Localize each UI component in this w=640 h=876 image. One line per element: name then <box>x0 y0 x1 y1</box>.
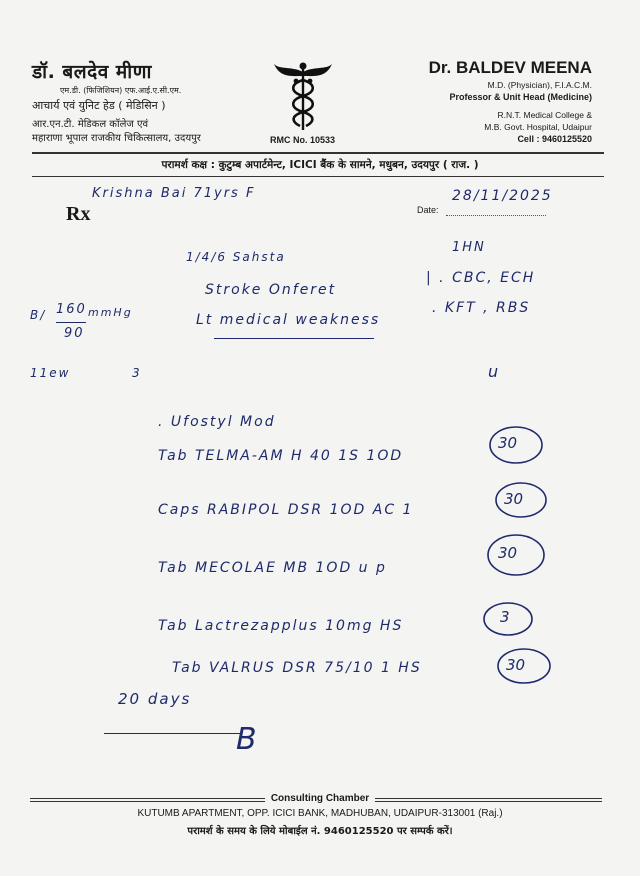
hospital-hindi: महाराणा भूपाल राजकीय चिकित्सालय, उदयपुर <box>32 133 201 144</box>
header-divider-2 <box>32 176 604 177</box>
medication-1: Tab TELMA-AM H 40 1S 1OD <box>158 448 404 464</box>
footer-title: Consulting Chamber <box>0 793 640 804</box>
history-line-1: 1/4/6 Sahsta <box>186 250 286 264</box>
qty-1: 30 <box>498 434 518 452</box>
history-line-3: Lt medical weakness <box>196 312 381 328</box>
footer-address: KUTUMB APARTMENT, OPP. ICICI BANK, MADHUBAN, UDAIPUR-313001 (Raj.) <box>137 808 503 819</box>
caduceus-logo <box>272 60 334 132</box>
signature: B <box>236 722 259 757</box>
history-underline <box>214 338 374 339</box>
misc-right-note: u <box>488 362 501 381</box>
qty-3: 30 <box>498 544 518 562</box>
signature-line <box>104 733 240 734</box>
bp-systolic: 160 <box>56 302 87 317</box>
college-english: R.N.T. Medical College & <box>497 110 592 120</box>
doctor-name-hindi: डॉ. बलदेव मीणा <box>32 61 152 83</box>
post-hindi: आचार्य एवं युनिट हेड ( मेडिसिन ) <box>32 99 166 112</box>
rmc-number: RMC No. 10533 <box>270 135 336 145</box>
investigation-1: | . CBC, ECH <box>426 270 536 286</box>
history-line-2: Stroke Onferet <box>205 282 337 298</box>
footer-hindi-note: परामर्श के समय के लिये मोबाईल नं. 9460125520 पर सम्पर्क करें। <box>187 826 453 837</box>
date-label: Date: <box>417 205 439 215</box>
degree-hindi: एम.डी. (फिजिशियन) एफ.आई.ए.सी.एम. <box>60 86 182 95</box>
degree-english: M.D. (Physician), F.I.A.C.M. <box>487 80 592 90</box>
doctor-name-english: Dr. BALDEV MEENA <box>428 58 592 77</box>
header-divider <box>32 152 604 154</box>
cell-number: Cell : 9460125520 <box>517 134 592 144</box>
medication-5: Tab VALRUS DSR 75/10 1 HS <box>172 660 422 676</box>
post-english: Professor & Unit Head (Medicine) <box>449 92 592 102</box>
qty-4: 3 <box>500 608 510 626</box>
qty-2: 30 <box>504 490 524 508</box>
plan-line: . Ufostyl Mod <box>158 414 276 430</box>
bp-diastolic: 90 <box>64 326 85 341</box>
medication-3: Tab MECOLAE MB 1OD u p <box>158 560 387 576</box>
bp-unit: mmHg <box>88 306 133 319</box>
rx-symbol: Rx <box>66 203 91 225</box>
misc-mid-note: 3 <box>132 366 142 380</box>
medication-2: Caps RABIPOL DSR 1OD AC 1 <box>158 502 414 518</box>
medication-4: Tab Lactrezapplus 10mg HS <box>158 618 404 634</box>
bp-prefix: B/ <box>30 308 47 322</box>
qty-5: 30 <box>506 656 526 674</box>
misc-left-note: 11ew <box>30 366 71 380</box>
patient-details: Krishna Bai 71yrs F <box>92 186 256 201</box>
chamber-address-hindi: परामर्श कक्ष : कुटुम्ब अपार्टमेन्ट, ICICI बैंक के सामने, मधुबन, उदयपुर ( राज. ) <box>161 159 479 171</box>
college-hindi: आर.एन.टी. मेडिकल कॉलेज एवं <box>32 119 149 130</box>
hospital-english: M.B. Govt. Hospital, Udaipur <box>484 122 592 132</box>
investigation-2: . KFT , RBS <box>432 300 531 316</box>
handwritten-date: 28/11/2025 <box>452 188 553 204</box>
findings-label: 1HN <box>452 240 486 255</box>
date-line <box>446 206 546 216</box>
advice-duration: 20 days <box>118 690 192 708</box>
bp-divider <box>56 322 86 323</box>
